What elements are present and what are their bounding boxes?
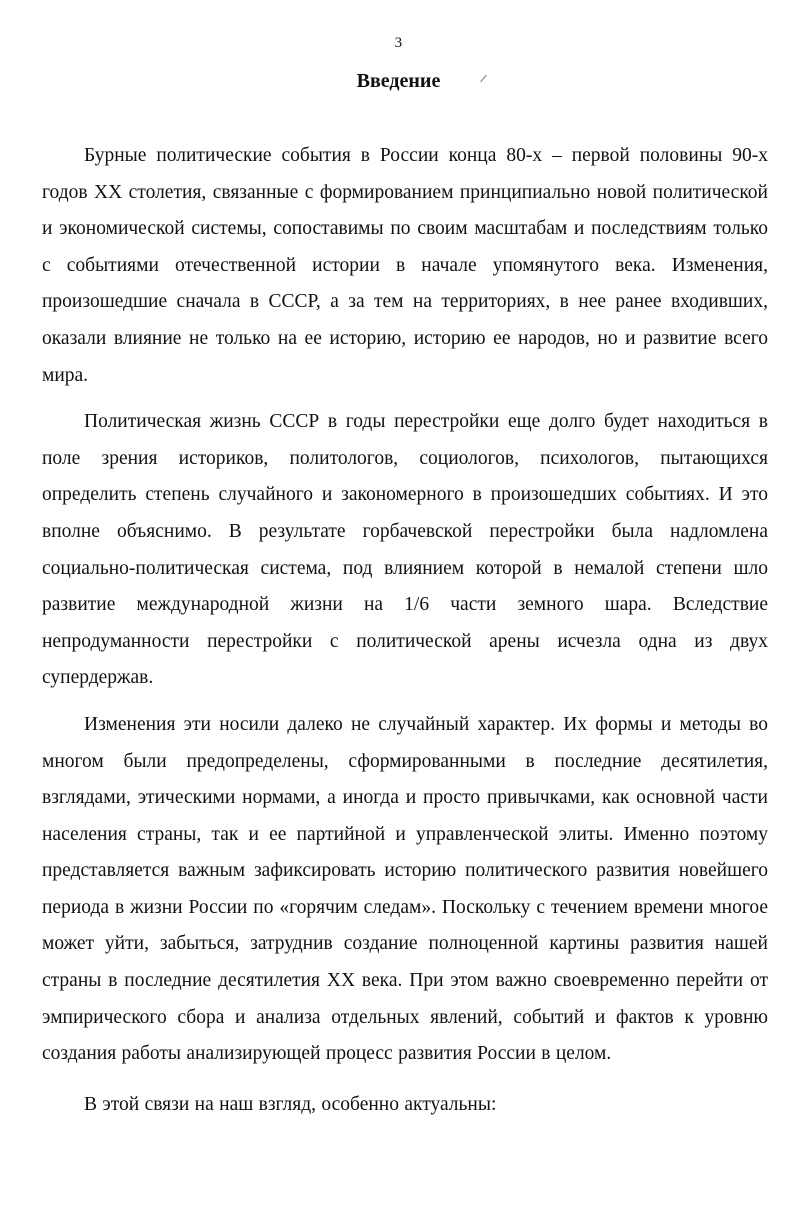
body-text (42, 138, 768, 1123)
page-title: Введение (356, 70, 441, 92)
page-number: 3 (394, 35, 403, 51)
paragraph-3: Изменения эти носили далеко не случайный характер. Их формы и методы во многом были предопределены, сформированными в последние десятилетия, взглядами, этическими нормами, а иногда и просто привычками, как основной части населения страны, так и ее партийной и управленческой элиты. Именно поэтому представляется важным зафиксировать историю политического развития новейшего периода в жизни России по «горячим следам». Поскольку с течением времени многое может уйти, забыться, затруднив создание полноценной картины развития нашей страны в последние десятилетия XX века. При этом важно своевременно перейти от эмпирического сбора и анализа отдельных явлений, событий и фактов к уровню создания работы анализирующей процесс развития России в целом. (42, 713, 768, 1065)
paragraph-4: В этой связи на наш взгляд, особенно актуальны: (84, 1093, 497, 1115)
paragraph-1: Бурные политические события в России конца 80-х – первой половины 90-х годов XX столетия, связанные с формированием принципиально новой политической и экономической системы, сопоставимы по своим масштабам и последствиям только с событиями отечественной истории в начале упомянутого века. Изменения, произошедшие сначала в СССР, а за тем на территориях, в нее ранее входивших, оказали влияние не только на ее историю, историю ее народов, но и развитие всего мира. (42, 145, 768, 386)
paragraph-2: Политическая жизнь СССР в годы перестройки еще долго будет находиться в поле зрения историков, политологов, социологов, психологов, пытающихся определить степень случайного и закономерного в произошедших событиях. И это вполне объяснимо. В результате горбачевской перестройки была надломлена социально-политическая система, под влиянием которой в немалой степени шло развитие международной жизни на 1/6 части земного шара. Вследствие непродуманности перестройки с политической арены исчезла одна из двух супердержав. (42, 411, 768, 689)
